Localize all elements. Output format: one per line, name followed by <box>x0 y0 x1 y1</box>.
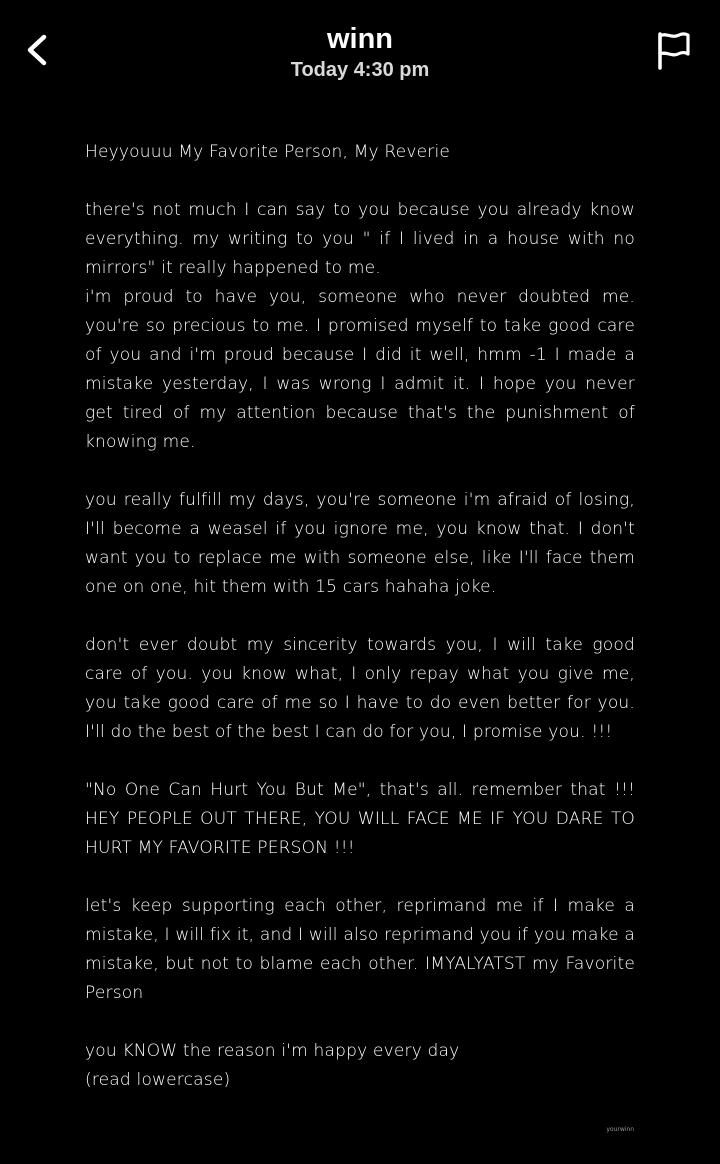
conversation-timestamp: Today 4:30 pm <box>290 59 430 81</box>
flag-icon <box>652 28 696 72</box>
letter-paragraph: you really fulfill my days, you're someone i'm afraid of losing, I'll become a weasel if you ignore me, you know that. I don't want you to replace me with someone else, like I'll face them one on one, hit them with 15 cars hahaha joke. <box>85 490 635 597</box>
letter-paragraph: let's keep supporting each other, reprimand me if I make a mistake, I will fix it, and I will also reprimand you if you make a mistake, but not to blame each other. IMYALYATST my Favorite Person <box>85 896 635 1003</box>
report-button[interactable] <box>652 28 696 72</box>
app-header <box>0 0 720 100</box>
letter-closing-note: (read lowercase) <box>85 1070 231 1090</box>
letter-paragraph: don't ever doubt my sincerity towards you, I will take good care of you. you know what, I only repay what you give me, you take good care of me so I have to do even better for you. I'll do the best of the best I can do for you, I promise you. !!! <box>85 635 635 742</box>
letter-paragraph: "No One Can Hurt You But Me", that's all. remember that !!! HEY PEOPLE OUT THERE, YOU WILL FACE ME IF YOU DARE TO HURT MY FAVORITE PERSON !!! <box>85 780 635 858</box>
watermark: yourwinn <box>606 1126 634 1133</box>
letter-body <box>85 138 635 1095</box>
letter-closing-line: you KNOW the reason i'm happy every day <box>85 1041 460 1061</box>
letter-greeting: Heyyouuu My Favorite Person, My Reverie <box>85 142 451 162</box>
conversation-title: winn <box>326 23 394 55</box>
letter-paragraph: there's not much I can say to you because you already know everything. my writing to you " if I lived in a house with no mirrors" it really happened to me. <box>85 200 635 278</box>
letter-paragraph: i'm proud to have you, someone who never doubted me. you're so precious to me. I promised myself to take good care of you and i'm proud because I did it well, hmm -1 I made a mistake yesterday, I was wrong I admit it. I hope you never get tired of my attention because that's the punishment of knowing me. <box>85 287 635 452</box>
